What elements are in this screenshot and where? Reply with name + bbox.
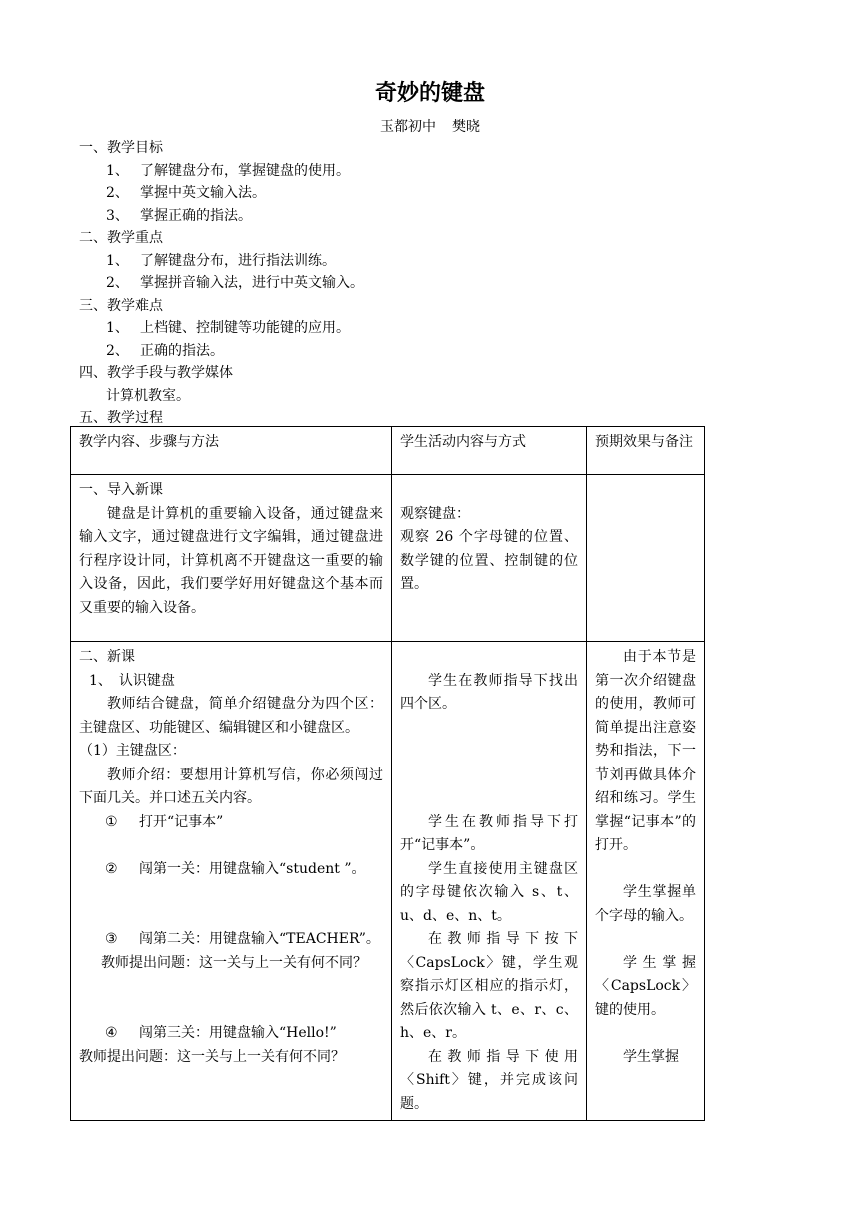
document-title: 奇妙的键盘 <box>374 80 485 106</box>
row-heading: 二、新课 <box>79 649 135 665</box>
paragraph: 在教师指导下按下〈CapsLock〉键，学生观察指示灯区相应的指示灯，然后依次输入 t、e、r、c、h、e、r。 <box>400 931 578 1041</box>
header-cell: 预期效果与备注 <box>587 427 705 475</box>
paragraph: 学生掌握 <box>623 1048 679 1065</box>
table-cell <box>587 642 705 1121</box>
paragraph: 由于本节是第一次介绍键盘的使用，教师可简单提出注意姿势和指法，下一节刘再做具体介绍和练习。学生掌握“记事本”的打开。 <box>595 649 696 853</box>
section-heading: 一、教学目标 <box>79 140 163 156</box>
table-row <box>71 475 705 642</box>
author-name: 樊晓 <box>452 119 480 135</box>
paragraph: 学生掌握单个字母的输入。 <box>595 884 696 924</box>
paragraph: 学生直接使用主键盘区的字母键依次输入 s、t、u、d、e、n、t。 <box>400 860 578 924</box>
row-heading: 一、导入新课 <box>79 482 163 498</box>
list-item: 1、 上档键、控制键等功能键的应用。 <box>106 320 350 336</box>
paragraph: 键盘是计算机的重要输入设备，通过键盘来输入文字，通过键盘进行文字编辑，通过键盘进行程序设计同，计算机离不开键盘这一重要的输入设备，因此，我们要学好用好键盘这个基本而又重要的输入设备。 <box>79 505 383 616</box>
lesson-outline <box>79 137 719 430</box>
paragraph: 观察键盘： <box>400 505 470 522</box>
header-cell: 学生活动内容与方式 <box>392 427 587 475</box>
table-cell <box>71 475 392 642</box>
paragraph: 教师结合键盘，简单介绍键盘分为四个区：主键盘区、功能键区、编辑键区和小键盘区。 <box>79 696 383 736</box>
section-heading: 三、教学难点 <box>79 297 163 314</box>
paragraph: 学生在教师指导下打开“记事本”。 <box>400 813 578 853</box>
subheading: 1、 认识键盘 <box>89 672 175 689</box>
paragraph: 学生掌握〈CapsLock〉键的使用。 <box>595 954 696 1018</box>
section-heading: 四、教学手段与教学媒体 <box>79 365 233 381</box>
header-cell: 教学内容、步骤与方法 <box>71 427 392 475</box>
paragraph: 教师提出问题：这一关与上一关有何不同？ <box>79 1048 345 1065</box>
process-table <box>70 426 705 1121</box>
section-heading: 二、教学重点 <box>79 230 163 246</box>
list-item: 2、 正确的指法。 <box>106 342 224 359</box>
paragraph: 学生在教师指导下找出四个区。 <box>400 672 578 712</box>
paragraph: 观察 26 个字母键的位置、数学键的位置、控制键的位置。 <box>400 529 578 592</box>
list-item: 2、 掌握中英文输入法。 <box>106 185 266 201</box>
school-name: 玉都初中 <box>380 119 436 135</box>
section-heading: 五、教学过程 <box>79 410 163 426</box>
paragraph: 教师介绍：要想用计算机写信，你必须闯过下面几关。并口述五关内容。 <box>79 766 383 806</box>
paragraph: 教师提出问题：这一关与上一关有何不同？ <box>101 954 367 971</box>
author-line <box>0 116 860 136</box>
list-item: 3、 掌握正确的指法。 <box>106 207 252 224</box>
paragraph: （1）主键盘区： <box>79 743 186 759</box>
table-cell <box>392 642 587 1121</box>
list-item: 1、 了解键盘分布，进行指法训练。 <box>106 252 336 269</box>
step-item: ③ 闯第二关：用键盘输入“TEACHER”。 <box>105 931 380 947</box>
table-cell <box>587 475 705 642</box>
list-item: 1、 了解键盘分布，掌握键盘的使用。 <box>106 162 350 179</box>
table-cell <box>71 642 392 1121</box>
step-item: ② 闯第一关：用键盘输入“student ”。 <box>105 860 366 877</box>
table-header-row <box>71 427 705 475</box>
table-cell <box>392 475 587 642</box>
step-item: ① 打开“记事本” <box>105 813 224 830</box>
table-row <box>71 642 705 1121</box>
paragraph: 在教师指导下使用〈Shift〉键，并完成该问题。 <box>400 1048 578 1112</box>
section-text: 计算机教室。 <box>106 387 190 404</box>
step-item: ④ 闯第三关：用键盘输入“Hello!” <box>105 1025 337 1041</box>
list-item: 2、 掌握拼音输入法，进行中英文输入。 <box>106 275 364 291</box>
